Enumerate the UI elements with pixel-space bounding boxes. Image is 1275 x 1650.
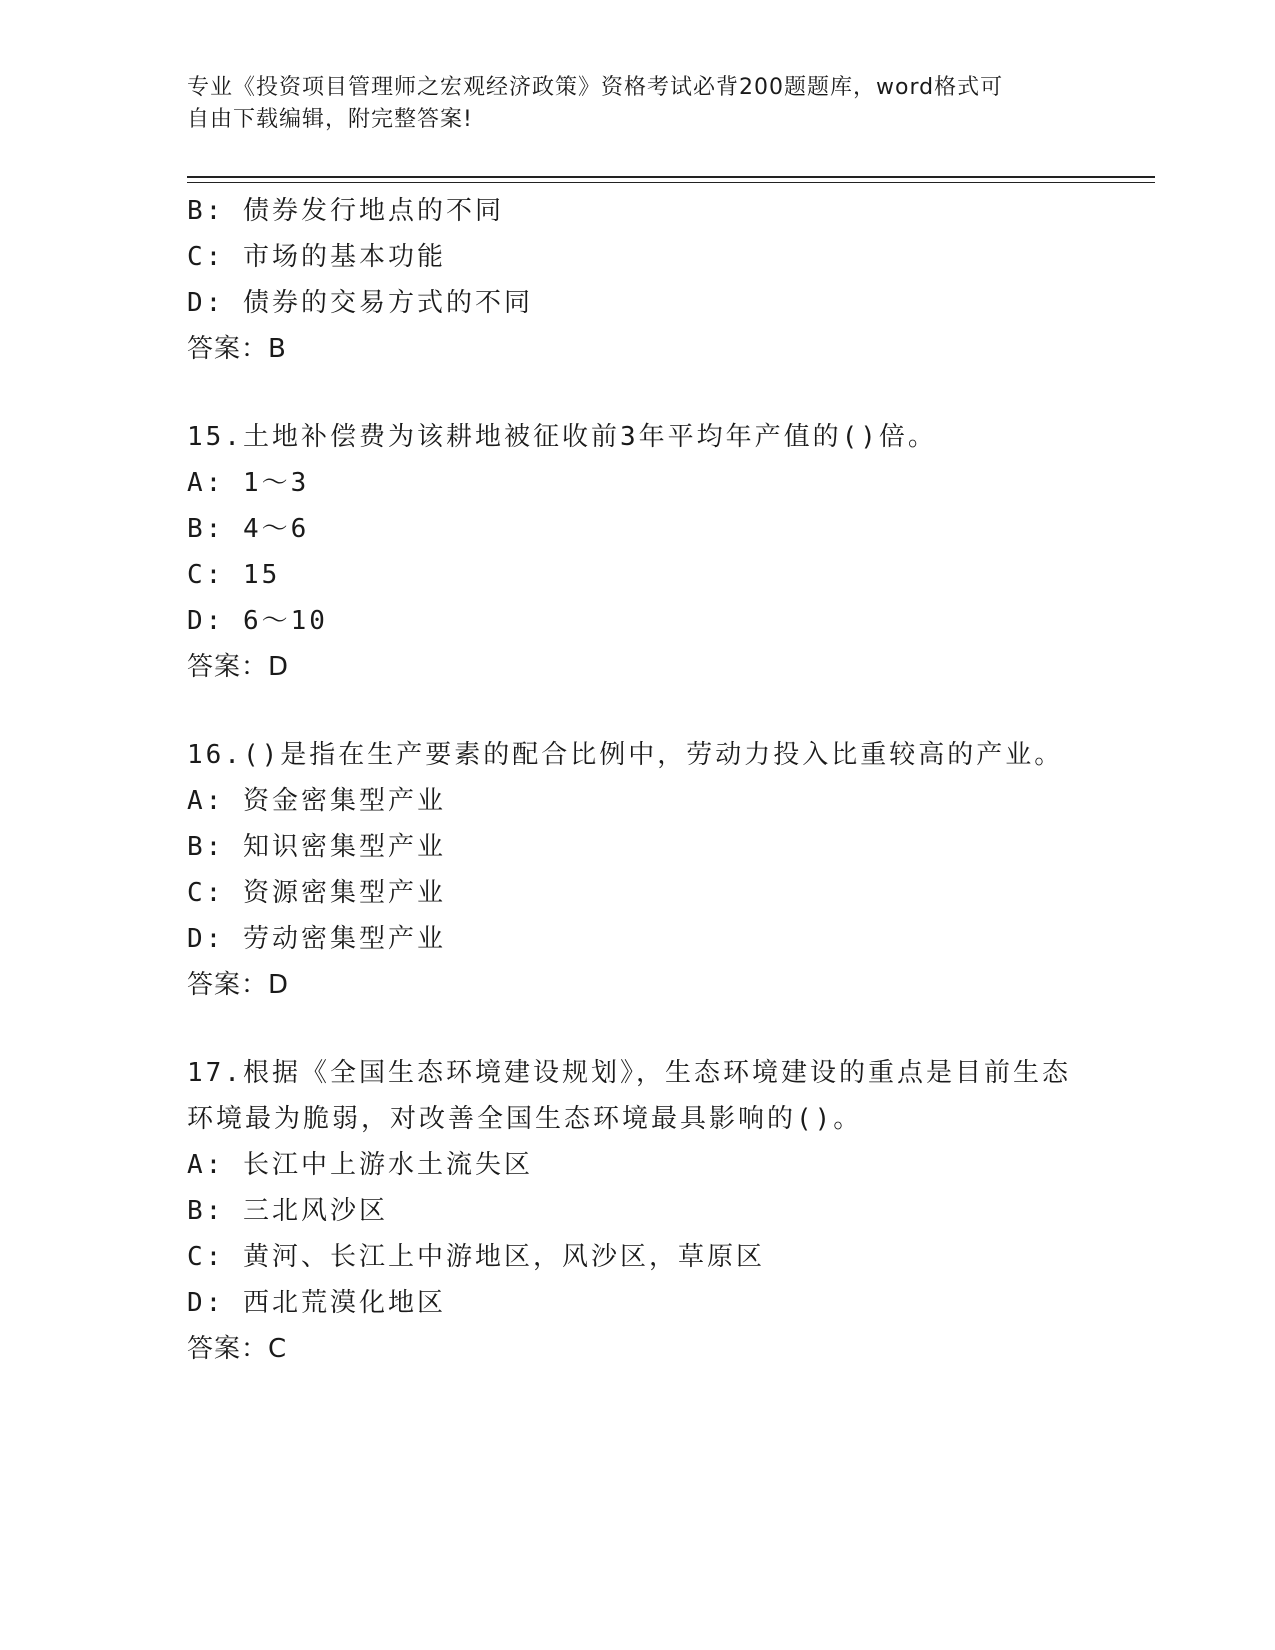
option-a: A: 1～3 (187, 468, 310, 498)
question-17 (187, 1050, 1147, 1372)
option-b: B: 债券发行地点的不同 (187, 196, 504, 226)
option-b: B: 三北风沙区 (187, 1196, 388, 1226)
header-title-line-1: 专业《投资项目管理师之宏观经济政策》资格考试必背200题题库，word格式可 (187, 75, 1004, 100)
spacer (187, 1008, 1147, 1050)
option-c: C: 15 (187, 560, 281, 590)
option-d: D: 6～10 (187, 606, 328, 636)
answer-line: 答案：C (187, 1334, 288, 1364)
option-a: A: 长江中上游水土流失区 (187, 1150, 533, 1180)
option-b: B: 知识密集型产业 (187, 832, 446, 862)
option-c: C: 黄河、长江上中游地区，风沙区，草原区 (187, 1242, 765, 1272)
option-c: C: 资源密集型产业 (187, 878, 446, 908)
question-stem-line-2: 环境最为脆弱，对改善全国生态环境最具影响的()。 (187, 1104, 863, 1134)
answer-line: 答案：D (187, 652, 290, 682)
question-16 (187, 732, 1147, 1008)
answer-line: 答案：D (187, 970, 290, 1000)
option-d: D: 债券的交易方式的不同 (187, 288, 533, 318)
spacer (187, 690, 1147, 732)
option-a: A: 资金密集型产业 (187, 786, 446, 816)
option-d: D: 西北荒漠化地区 (187, 1288, 446, 1318)
header-divider-thick (187, 176, 1155, 178)
question-stem-line-1: 17.根据《全国生态环境建设规划》，生态环境建设的重点是目前生态 (187, 1058, 1071, 1088)
header-divider-thin (187, 182, 1155, 183)
header-title-line-2: 自由下载编辑，附完整答案! (187, 107, 473, 132)
question-stem: 15.土地补偿费为该耕地被征收前3年平均年产值的()倍。 (187, 422, 937, 452)
question-14-continued (187, 188, 1147, 372)
question-list (187, 188, 1147, 1372)
option-d: D: 劳动密集型产业 (187, 924, 446, 954)
question-15 (187, 414, 1147, 690)
answer-line: 答案：B (187, 334, 287, 364)
spacer (187, 372, 1147, 414)
question-stem: 16.()是指在生产要素的配合比例中，劳动力投入比重较高的产业。 (187, 740, 1064, 770)
document-header (187, 72, 1067, 136)
option-c: C: 市场的基本功能 (187, 242, 446, 272)
option-b: B: 4～6 (187, 514, 310, 544)
